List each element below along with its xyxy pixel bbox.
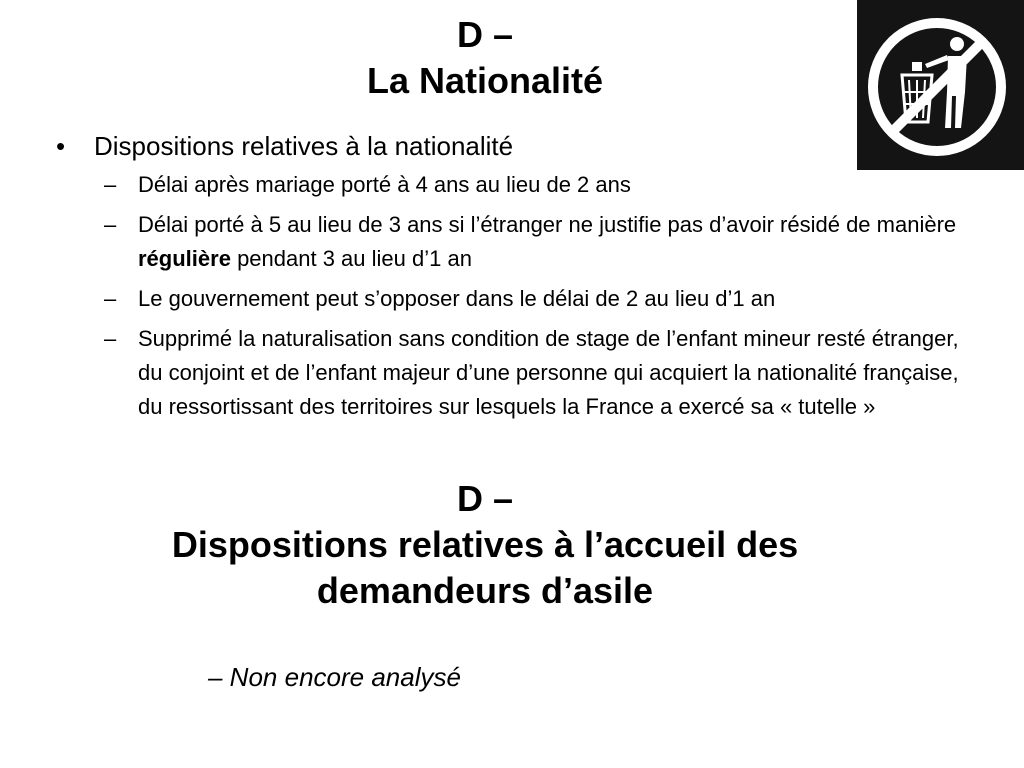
slide-title-line1: D – <box>456 14 514 55</box>
section-title-line2: Dispositions relatives à l’accueil des <box>171 524 799 565</box>
dash-marker: – <box>104 212 117 237</box>
slide-title <box>230 12 740 104</box>
section-title-line3: demandeurs d’asile <box>316 570 654 611</box>
slide-title-line2: La Nationalité <box>366 60 604 101</box>
sub-bullet-text <box>138 208 978 276</box>
sub-bullet-list <box>104 168 996 424</box>
status-note: – Non encore analysé <box>208 662 461 692</box>
main-bullet-text: Dispositions relatives à la nationalité <box>94 131 514 161</box>
dash-marker: – <box>104 286 117 311</box>
emphasis-regular: régulière <box>138 246 231 271</box>
main-bullet <box>56 128 996 164</box>
sub-bullet-item <box>104 208 996 276</box>
section-title-line1: D – <box>456 478 514 519</box>
sub-bullet-item <box>104 322 996 424</box>
bullet-dot: • <box>56 131 66 161</box>
sub-bullet-text-before: Délai porté à 5 au lieu de 3 ans si l’étranger ne justifie pas d’avoir résidé de manière <box>138 212 957 237</box>
sub-bullet-text: Délai après mariage porté à 4 ans au lieu de 2 ans <box>138 172 631 197</box>
dash-marker: – <box>104 326 117 351</box>
sub-bullet-item <box>104 168 996 202</box>
sub-bullet-text-after: pendant 3 au lieu d’1 an <box>237 246 472 271</box>
bullet-list <box>56 128 996 430</box>
sub-bullet-item <box>104 282 996 316</box>
dash-marker: – <box>104 172 117 197</box>
section-title <box>70 476 900 614</box>
sub-bullet-text: Le gouvernement peut s’opposer dans le délai de 2 au lieu d’1 an <box>138 286 776 311</box>
sub-bullet-text: Supprimé la naturalisation sans condition de stage de l’enfant mineur resté étranger, du conjoint et de l’enfant majeur d’une personne qui acquiert la nationalité française, du ressortissant des territoires sur lesquels la France a exercé sa « tutelle » <box>138 326 959 419</box>
